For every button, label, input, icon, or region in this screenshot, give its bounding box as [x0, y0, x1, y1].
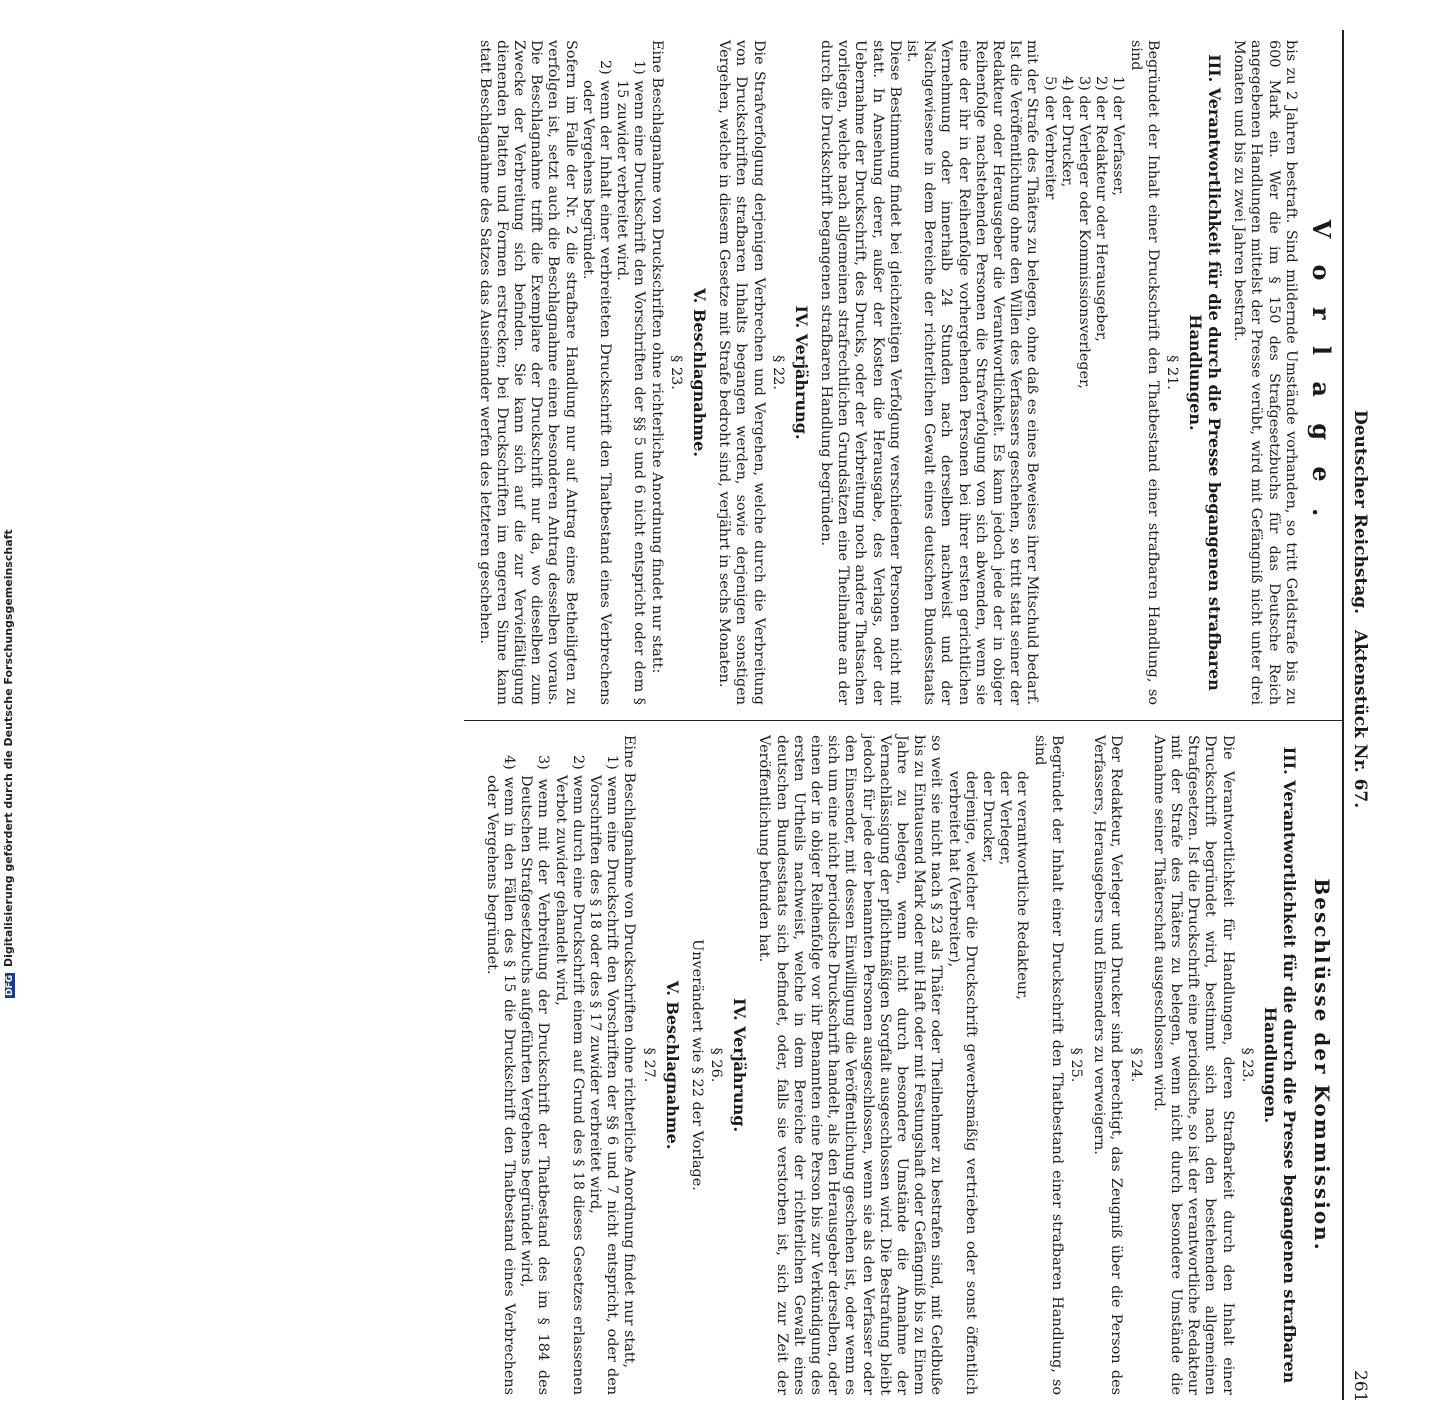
list-item: 4) wenn in den Fällen des § 15 die Druckschrift den Thatbestand eines Verbrechens oder Vergehens begründet. — [483, 755, 518, 1395]
header-rule — [1342, 30, 1344, 1400]
right-paragraph-27: § 27. — [640, 1047, 657, 1083]
left-column-title: V o r l a g e . — [1307, 219, 1336, 526]
left-paragraph-23: § 23. — [667, 355, 684, 390]
list-item: 1) der Verfasser, — [1110, 76, 1127, 197]
left-sec3-text2: mit der Strafe des Thäters zu belegen, ohne daß es eines Beweises ihrer Mitschuld bedarf. Ist die Veröffentlichung ohne den Willen des Verfassers geschehen, so tritt statt seiner der Redakteur oder Herausgeber die Verantwortlichkeit. Es kann jedoch jede der in obiger Reihenfolge nachstehenden Personen die Strafverfolgung von sich abwenden, wenn sie eine der ihr in der Reihenfolge vorhergehenden Personen bei ihrer ersten gerichtlichen Vernehmung oder innerhalb 24 Stunden nach derselben nachweist und der Nachgewiesene in dem Bereiche der richterlichen Gewalt eines deutschen Bundesstaats ist. — [903, 40, 1041, 705]
right-paragraph-26: § 26. — [708, 1047, 725, 1083]
left-sec5-text: Eine Beschlagnahme von Druckschriften ohne richterliche Anordnung findet nur statt: — [648, 40, 665, 674]
list-item: 4) der Drucker, — [1058, 76, 1075, 188]
right-paragraph-24: § 24. — [1127, 1047, 1144, 1083]
list-item: 2) wenn der Inhalt einer verbreiteten Druckschrift den Thatbestand eines Verbrechens oder Vergehens begründet. — [579, 60, 614, 705]
left-section-iii-title: III. Verantwortlichkeit für die durch die Presse begangenen strafbaren Handlungen. — [1185, 54, 1224, 691]
rotated-document — [0, 30, 1370, 1402]
list-item: 1) wenn eine Druckschrift den Vorschriften der §§ 6 und 7 nicht entspricht, oder den Vorschriften des § 18 oder des § 17 zuwider verbreitet wird, — [587, 755, 621, 1395]
right-sec3-text1: Die Verantwortlichkeit für Handlungen, deren Strafbarkeit durch den Inhalt einer Druckschrift begründet wird, bestimmt sich nach den bestehenden allgemeinen Strafgesetzen. Ist die Druckschrift eine periodische, so ist der verantwortliche Redakteur mit der Strafe des Thäters zu belegen, wenn nicht durch besondere Umstände die Annahme seiner Thäterschaft ausgeschlossen wird. — [1150, 735, 1236, 1395]
list-item: 3) der Verleger oder Kommissionsverleger, — [1075, 76, 1092, 389]
list-item: 3) wenn mit der Verbreitung der Druckschrift der Thatbestand des im § 184 des Deutschen Strafgesetzbuchs aufgeführten Vergehens begründet wird, — [518, 755, 552, 1395]
header-center: Aktenstück Nr. 67. — [1350, 630, 1370, 809]
right-sec3-text4: so weit sie nicht nach § 23 als Thäter oder Theilnehmer zu bestrafen sind, mit Geldbuße bis zu Eintausend Mark oder mit Haft oder mit Festungshaft oder Gefängniß bis zu Einem Jahre zu belegen, wenn nicht durch besondere Umstände die Annahme der Vernachlässigung der pflichtmäßigen Sorgfalt ausgeschlossen wird. Die Bestrafung bleibt jedoch für jede der benannten Personen ausgeschlossen, wenn sie als den Verfasser oder den Einsender, mit dessen Einwilligung die Veröffentlichung geschehen ist, oder wenn es sich um eine nicht periodische Druckschrift handelt, als den Herausgeber derselben, oder einen der in obiger Reihenfolge vor ihr Benannten eine Person bis zur Verkündigung des ersten Urtheils nachweist, welche in dem Bereiche der richterlichen Gewalt eines deutschen Bundesstaats sich befindet, oder, falls sie verstorben ist, sich zur Zeit der Veröffentlichung befunden hat. — [756, 735, 945, 1395]
list-item: 1) wenn eine Druckschrift den Vorschriften der §§ 5 und 6 nicht entspricht oder dem § 15 zuwider verbreitet wird. — [614, 60, 648, 705]
left-sec5-list — [579, 40, 648, 705]
left-section-iv-title: IV. Verjährung. — [791, 305, 811, 440]
left-sec5-text2: Sofern im Falle der Nr. 2 die strafbare Handlung nur auf Antrag eines Betheiligten zu verfolgen ist, setzt auch die Beschlagnahme einen besonderen Antrag desselben voraus. Die Beschlagnahme trifft die Exemplare der Druckschrift nur da, wo dieselben zum Zwecke der Verbreitung sich befinden. Sie kann sich auf die zur Vervielfältigung dienenden Platten und Formen erstrecken; bei Druckschriften im engeren Sinne kann statt Beschlagnahme des Satzes das Auseinander werfen des letzteren geschehen. — [476, 40, 579, 705]
left-intro: bis zu 2 Jahren bestraft. Sind mildernde Umstände vorhanden, so tritt Geldstrafe bis zu 600 Mark ein. Wer die im § 150 des Strafgesetzbuchs für das Deutsche Reich angegebenen Handlungen mittelst der Presse verübt, wird mit Gefängniß nicht unter drei Monaten und bis zu zwei Jahren bestraft. — [1231, 40, 1299, 705]
right-paragraph-23: § 23. — [1238, 1047, 1255, 1083]
dfg-logo: DFG — [5, 974, 15, 996]
list-item: 2) wenn durch eine Druckschrift einem auf Grund des § 18 dieses Gesetzes erlassenen Verbot zuwider gehandelt wird, — [552, 755, 586, 1395]
right-paragraph-25: § 25. — [1067, 1047, 1084, 1083]
list-item: der Drucker, — [979, 771, 996, 864]
right-sec3-text3: Begründet der Inhalt einer Druckschrift den Thatbestand einer strafbaren Handlung, so sind — [1031, 735, 1065, 1395]
digitization-credit-text: Digitalisierung gefördert durch die Deutsche Forschungsgemeinschaft — [2, 529, 15, 967]
header-left: Deutscher Reichstag. — [1350, 410, 1370, 615]
right-sec5-text: Eine Beschlagnahme von Druckschriften ohne richterliche Anordnung findet nur statt, — [621, 735, 638, 1369]
left-column — [475, 40, 1336, 705]
right-sec3-list — [944, 735, 1030, 1395]
list-item: 2) der Redakteur oder Herausgeber, — [1093, 76, 1110, 342]
right-section-v-title: V. Beschlagnahme. — [662, 980, 682, 1150]
list-item: der verantwortliche Redakteur, — [1014, 771, 1031, 1000]
right-sec4-text: Unverändert wie § 22 der Vorlage. — [688, 939, 705, 1191]
left-section-v-title: V. Beschlagnahme. — [689, 288, 709, 457]
left-paragraph-22: § 22. — [769, 355, 786, 390]
left-sec3-text1: Begründet der Inhalt einer Druckschrift den Thatbestand einer strafbaren Handlung, so sind — [1127, 40, 1161, 705]
left-sec4-text: Die Strafverfolgung derjenigen Verbrechen und Vergehen, welche durch die Verbreitung von Druckschriften strafbaren Inhalts begangen werden, sowie derjenigen sonstigen Vergehen, welche in diesem Gesetze mit Strafe bedroht sind, verjährt in sechs Monaten. — [716, 40, 767, 705]
digitization-credit — [2, 529, 15, 998]
left-sec3-text3: Diese Bestimmung findet bei gleichzeitigen Verfolgung verschiedener Personen nicht mit statt. In Ansehung derer, außer der Kosten die Herausgabe, des Verlags, oder der Uebernahme der Druckschrift, des Drucks, oder der Verbreitung noch andere Thatsachen vorliegen, welche nach allgemeinen strafrechtlichen Grundsätzen eine Theilnahme an der durch die Druckschrift begangenen strafbaren Handlung begründen. — [817, 40, 903, 705]
right-section-iii-title: III. Verantwortlichkeit für die durch die Presse begangenen strafbaren Handlungen. — [1260, 746, 1299, 1384]
left-paragraph-21: § 21. — [1163, 355, 1180, 390]
column-divider — [464, 720, 1344, 721]
list-item: 5) der Verbreiter — [1041, 76, 1058, 200]
left-sec3-list — [1040, 40, 1126, 705]
right-column-title: Beschlüsse der Kommission. — [1310, 878, 1334, 1252]
right-sec5-list — [483, 735, 621, 1395]
right-sec3-text2: Der Redakteur, Verleger und Drucker sind berechtigt, das Zeugniß über die Person des Verfassers, Herausgebers und Einsenders zu verweigern. — [1091, 735, 1125, 1395]
list-item: der Verleger, — [997, 771, 1014, 866]
right-column — [483, 735, 1334, 1395]
list-item: derjenige, welcher die Druckschrift gewerbsmäßig vertrieben oder sonst öffentlich verbreitet hat (Verbreiter), — [945, 771, 979, 1395]
page-number: 261 — [1350, 1370, 1370, 1402]
right-section-iv-title: IV. Verjährung. — [730, 997, 750, 1133]
